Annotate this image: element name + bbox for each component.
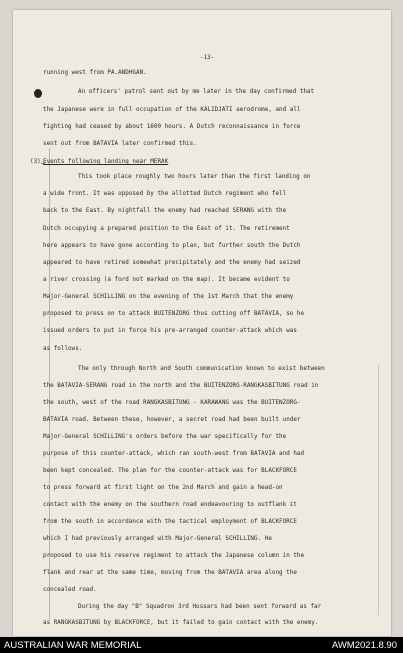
page-number: -13-	[200, 55, 215, 61]
text-line: contact with the enemy on the southern road endeavouring to outflank it	[43, 502, 297, 508]
text-line: Major-General SCHILLING's orders before the war specifically for the	[43, 434, 287, 440]
text-line: the Japanese were in full occupation of the KALIDJATI aerodrome, and all	[43, 107, 301, 113]
footer-source: AUSTRALIAN WAR MEMORIAL	[4, 640, 142, 651]
text-line: concealed road.	[43, 587, 97, 593]
footer-bar	[0, 637, 403, 653]
text-line: The only through North and South communication known to exist between	[78, 366, 325, 372]
text-line: proposed to use his reserve regiment to attack the Japanese column in the	[43, 553, 305, 559]
document-page	[13, 10, 391, 636]
footer-accession: AWM2021.8.90	[331, 640, 397, 651]
text-line: BATAVIA road. Between these, however, a secret road had been built under	[43, 417, 301, 423]
text-line: An officers' patrol sent out by me later in the day confirmed that	[78, 89, 315, 95]
text-line: been kept concealed. The plan for the counter-attack was for BLACKFORCE	[43, 468, 297, 474]
text-line: Major-General SCHILLING on the evening of the 1st March that the enemy	[43, 294, 294, 300]
text-line: to press forward at first light on the 2nd March and gain a head-on	[43, 485, 283, 491]
text-line: purpose of this counter-attack, which ran south-west from BATAVIA and had	[43, 451, 305, 457]
text-line: flank and rear at the same time, moving from the BATAVIA area along the	[43, 570, 297, 576]
text-line: appeared to have retired somewhat precipitately and the enemy had seized	[43, 260, 301, 266]
text-line: here appears to have gone according to plan, but further south the Dutch	[43, 243, 301, 249]
text-line: fighting had ceased by about 1600 hours. A Dutch reconnaissance in force	[43, 124, 301, 130]
text-line: proposed to press on to attack BUITENZORG thus cutting off BATAVIA, so he	[43, 311, 305, 317]
text-line: Dutch occupying a prepared position to the East of it. The retirement	[43, 226, 290, 232]
section-heading: Events following landing near MERAK	[43, 159, 169, 165]
text-line: the BATAVIA-SERANG road in the north and the BUITENZORG-RANGKASBITUNG road in	[43, 383, 319, 389]
text-line: the south, west of the road RANGKASBITUNG - KARAWANG was the BUITENZORG-	[43, 400, 301, 406]
text-line: This took place roughly two hours later than the first landing on	[78, 174, 311, 180]
text-line: as RANGKASBITUNG by BLACKFORCE, but it failed to gain contact with the enemy.	[43, 620, 319, 626]
text-line: sent out from BATAVIA later confirmed this.	[43, 141, 197, 147]
text-line: a wide front. It was opposed by the allotted Dutch regiment who fell	[43, 191, 287, 197]
text-line: issued orders to put in force his pre-arranged counter-attack which was	[43, 328, 297, 334]
text-line: back to the East. By nightfall the enemy had reached SERANG with the	[43, 208, 287, 214]
section-number: (3)	[30, 159, 41, 165]
text-line: During the day "B" Squadron 3rd Hussars had been sent forward as far	[78, 604, 322, 610]
text-line: running west from PA.ANDHGAN.	[43, 70, 147, 76]
text-line: as follows.	[43, 346, 83, 352]
text-line: from the south in accordance with the tactical employment of BLACKFORCE	[43, 519, 297, 525]
margin-line-right	[378, 365, 379, 615]
punch-hole	[34, 89, 42, 98]
text-line: a river crossing (a ford not marked on the map). It became evident to	[43, 277, 290, 283]
text-line: which I had previously arranged with Major-General SCHILLING. He	[43, 536, 272, 542]
